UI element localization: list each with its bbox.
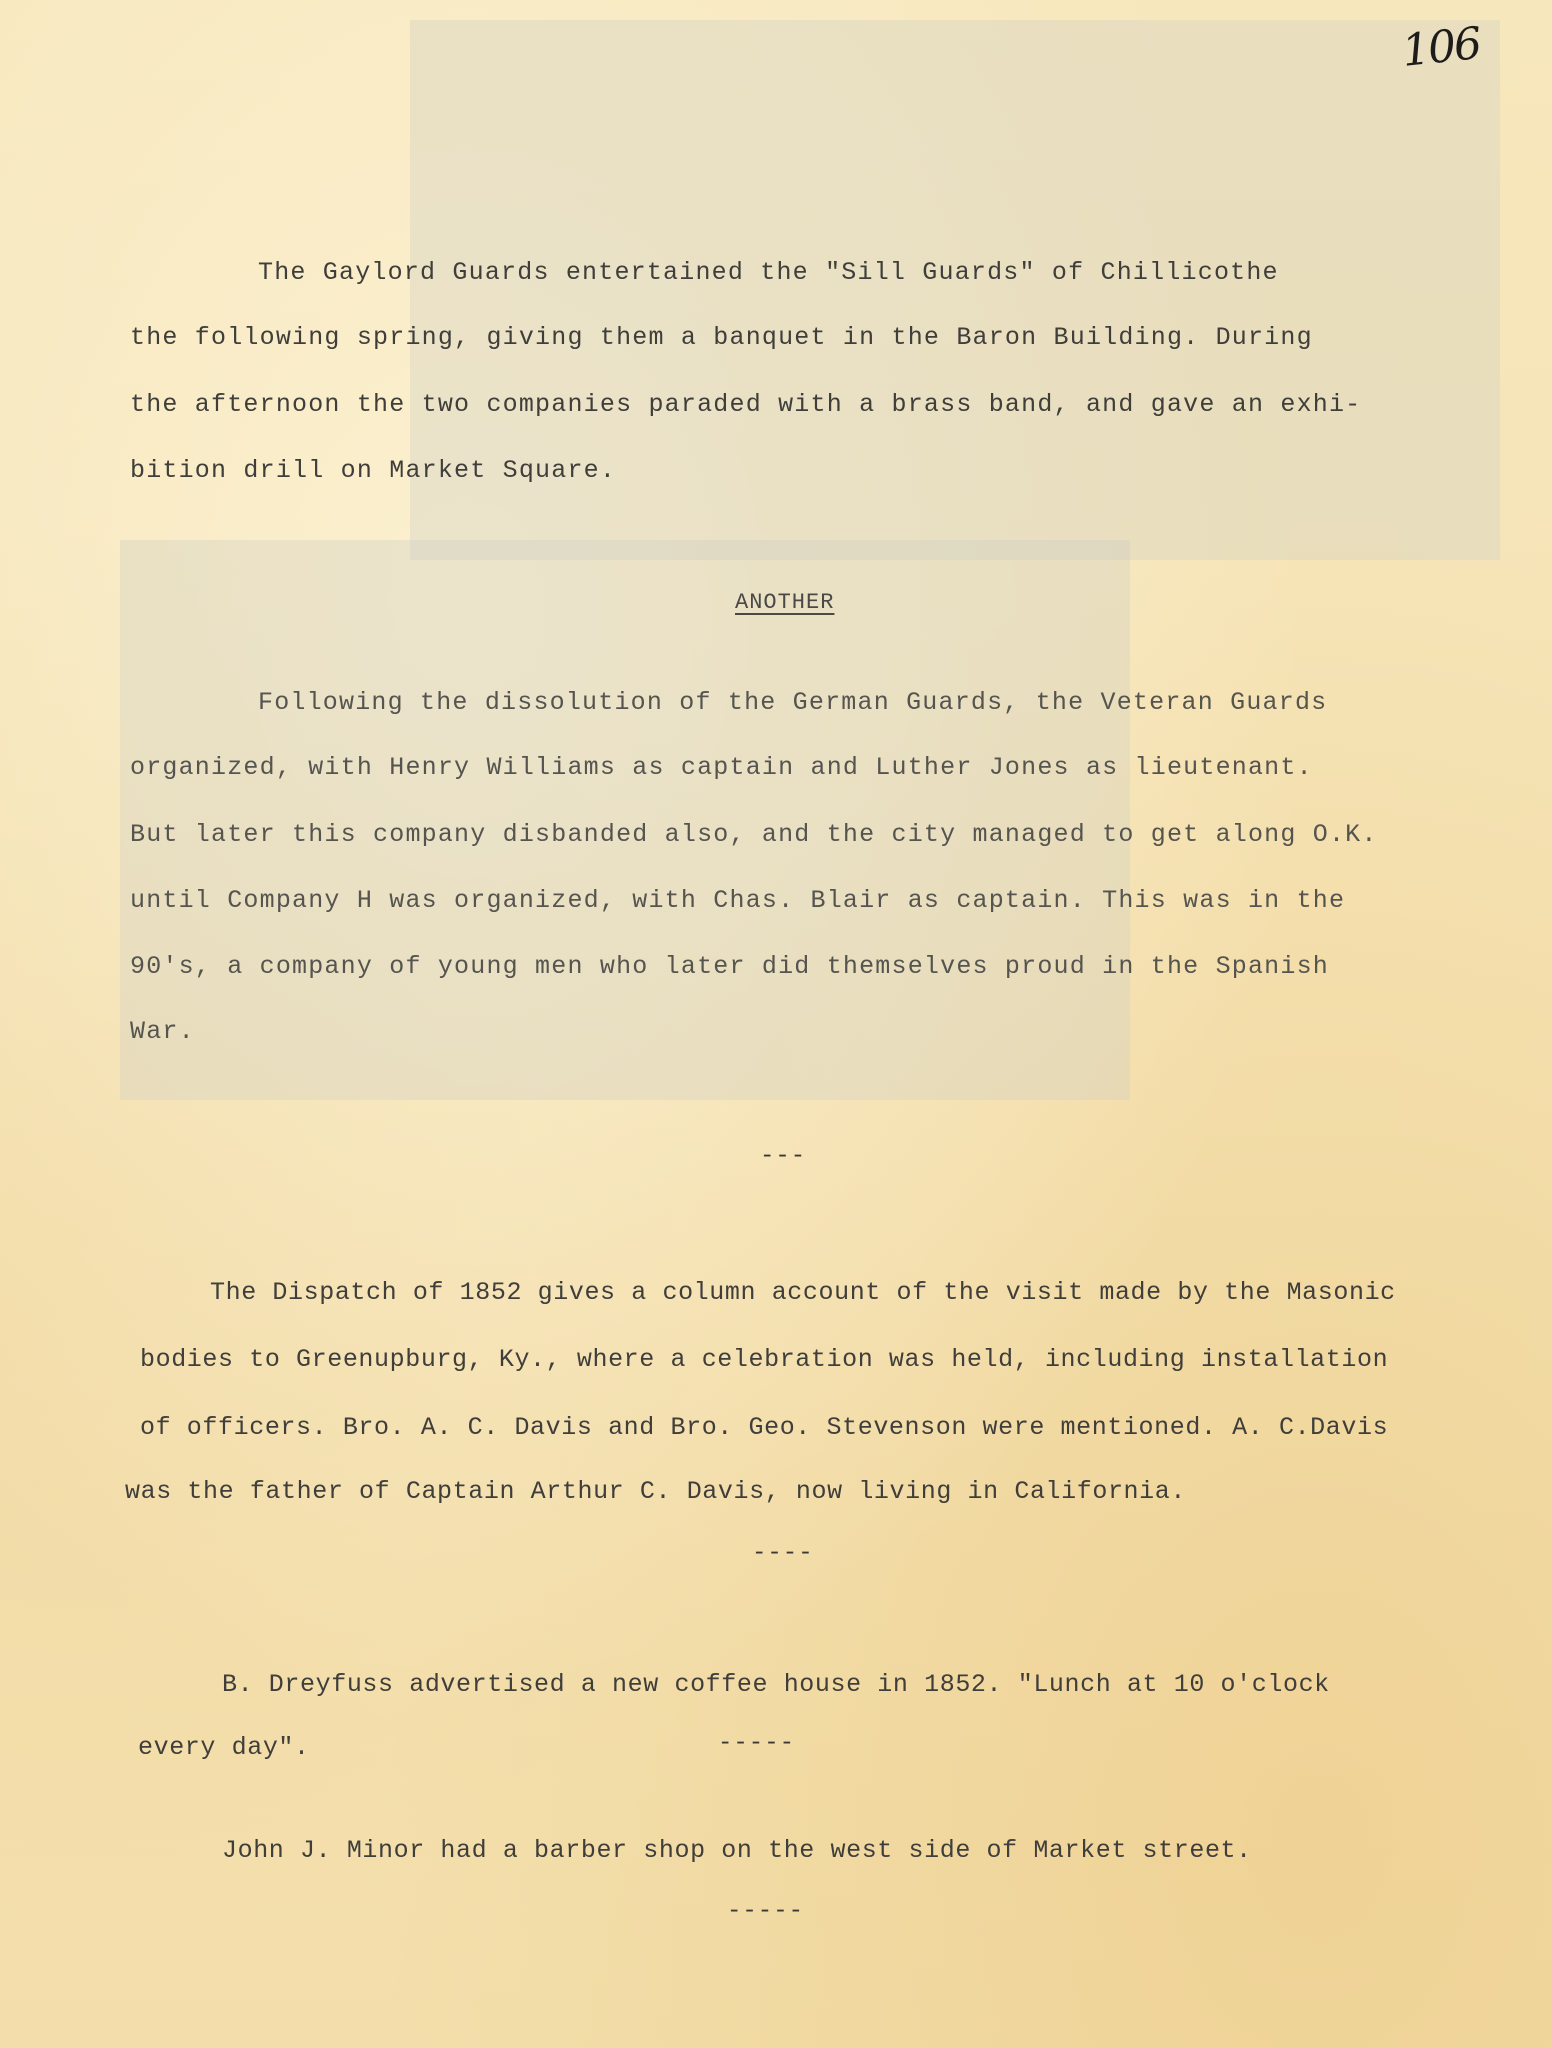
text-line: the afternoon the two companies paraded with a brass band, and gave an exhi- — [130, 390, 1362, 419]
separator: ----- — [718, 1730, 796, 1757]
text-line: bition drill on Market Square. — [130, 456, 617, 485]
faint-stamp — [420, 1510, 445, 1550]
text-line: War. — [130, 1017, 195, 1046]
text-line: until Company H was organized, with Chas. Blair as captain. This was in the — [130, 886, 1346, 915]
text-line: every day". — [138, 1733, 310, 1762]
text-line: 90's, a company of young men who later did themselves proud in the Spanish — [130, 952, 1329, 981]
page-number: 106 — [1399, 18, 1483, 77]
text-line: the following spring, giving them a banquet in the Baron Building. During — [130, 323, 1313, 352]
text-line: bodies to Greenupburg, Ky., where a celebration was held, including installation — [140, 1345, 1389, 1374]
section-heading: ANOTHER — [735, 590, 835, 615]
text-line: was the father of Captain Arthur C. Davis, now living in California. — [125, 1477, 1186, 1506]
text-line: The Dispatch of 1852 gives a column account of the visit made by the Masonic — [210, 1278, 1396, 1307]
text-line: But later this company disbanded also, and the city managed to get along O.K. — [130, 820, 1378, 849]
text-line: of officers. Bro. A. C. Davis and Bro. Geo. Stevenson were mentioned. A. C.Davis — [140, 1413, 1389, 1442]
paragraph-minor: John J. Minor had a barber shop on the west side of Market street. — [222, 1836, 1252, 1865]
text-line: Following the dissolution of the German Guards, the Veteran Guards — [258, 688, 1328, 717]
separator: ---- — [752, 1540, 814, 1567]
separator: ----- — [727, 1898, 805, 1925]
text-line: The Gaylord Guards entertained the "Sill Guards" of Chillicothe — [258, 258, 1279, 287]
separator: --- — [760, 1143, 807, 1170]
text-line: organized, with Henry Williams as captain and Luther Jones as lieutenant. — [130, 753, 1313, 782]
text-line: B. Dreyfuss advertised a new coffee house in 1852. "Lunch at 10 o'clock — [222, 1670, 1330, 1699]
